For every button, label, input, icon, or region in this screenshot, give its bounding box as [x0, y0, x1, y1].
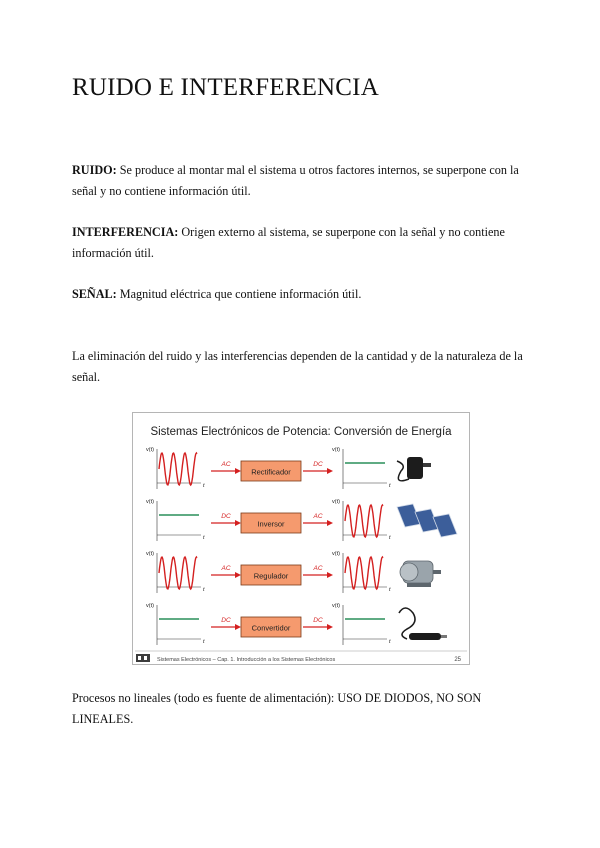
row-3-motor-base [407, 583, 431, 587]
row-2-input-arrowhead [235, 520, 241, 526]
row-2-converter-label: Inversor [257, 519, 285, 529]
row-4-input-t-label: t [203, 639, 205, 645]
row-1-input-type-label: AC [221, 461, 231, 468]
definition-interferencia-text: Origen externo al sistema, se superpone con la señal y no contiene información útil. [72, 225, 505, 260]
row-3-output-arrowhead [327, 572, 333, 578]
row-1-input-v-label: v(t) [146, 447, 154, 453]
row-1-charger-icon [407, 457, 423, 479]
row-4-input-type-label: DC [221, 617, 231, 624]
row-1-input-t-label: t [203, 483, 205, 489]
row-4-car-charger-tip [441, 635, 447, 638]
closing-paragraph: Procesos no lineales (todo es fuente de alimentación): USO DE DIODOS, NO SON LINEALES. [72, 691, 482, 726]
row-3-input-ac-wave [159, 557, 197, 589]
row-2-output-ac-wave [345, 505, 383, 537]
row-1-output-v-label: v(t) [332, 447, 340, 453]
row-2-output-type-label: AC [313, 513, 323, 520]
definition-ruido [72, 160, 532, 202]
row-4-input-arrowhead [235, 624, 241, 630]
row-4-output-t-label: t [389, 639, 391, 645]
row-1-input-ac-wave [159, 453, 197, 485]
definition-interferencia [72, 222, 532, 264]
row-3-converter-label: Regulador [253, 571, 289, 581]
page-title: RUIDO E INTERFERENCIA [72, 74, 379, 101]
row-3-input-t-label: t [203, 587, 205, 593]
row-3-motor-face [400, 563, 418, 581]
row-3-input-arrowhead [235, 572, 241, 578]
row-2-output-t-label: t [389, 535, 391, 541]
row-2-output-v-label: v(t) [332, 499, 340, 505]
row-1-input-arrowhead [235, 468, 241, 474]
row-4-car-charger-icon [409, 633, 441, 640]
definition-senal [72, 284, 532, 305]
row-2-solar-panel-icon [433, 514, 457, 537]
row-1-output-t-label: t [389, 483, 391, 489]
row-3-output-ac-wave [345, 557, 383, 589]
row-1-output-type-label: DC [313, 461, 323, 468]
row-1-charger-plug [423, 463, 431, 467]
term-interferencia: INTERFERENCIA: [72, 225, 179, 239]
definition-senal-text: Magnitud eléctrica que contiene información útil. [116, 287, 362, 301]
elimination-paragraph: La eliminación del ruido y las interferencias dependen de la cantidad y de la naturaleza de la señal. [72, 349, 523, 384]
footer-logo-icon [136, 654, 150, 662]
figure-svg [133, 413, 469, 664]
term-senal: SEÑAL: [72, 287, 117, 301]
row-4-output-arrowhead [327, 624, 333, 630]
row-3-input-v-label: v(t) [146, 551, 154, 557]
row-4-converter-label: Convertidor [251, 623, 291, 633]
row-3-motor-shaft [433, 570, 441, 574]
figure-footer-page: 25 [454, 657, 461, 663]
figure-title: Sistemas Electrónicos de Potencia: Conversión de Energía [150, 426, 452, 438]
row-3-input-type-label: AC [221, 565, 231, 572]
definition-ruido-text: Se produce al montar mal el sistema u otros factores internos, se superpone con la señal y no contiene información útil. [72, 163, 519, 198]
row-4-input-v-label: v(t) [146, 603, 154, 609]
figure-footer-caption: Sistemas Electrónicos – Cap. 1. Introducción a los Sistemas Electrónicos [157, 657, 336, 663]
row-2-output-arrowhead [327, 520, 333, 526]
row-2-input-t-label: t [203, 535, 205, 541]
row-2-input-type-label: DC [221, 513, 231, 520]
row-3-output-t-label: t [389, 587, 391, 593]
row-1-converter-label: Rectificador [251, 467, 291, 477]
row-1-output-arrowhead [327, 468, 333, 474]
row-3-output-type-label: AC [313, 565, 323, 572]
row-2-input-v-label: v(t) [146, 499, 154, 505]
row-4-output-type-label: DC [313, 617, 323, 624]
row-4-output-v-label: v(t) [332, 603, 340, 609]
term-ruido: RUIDO: [72, 163, 117, 177]
row-3-output-v-label: v(t) [332, 551, 340, 557]
energy-conversion-figure [132, 412, 470, 665]
